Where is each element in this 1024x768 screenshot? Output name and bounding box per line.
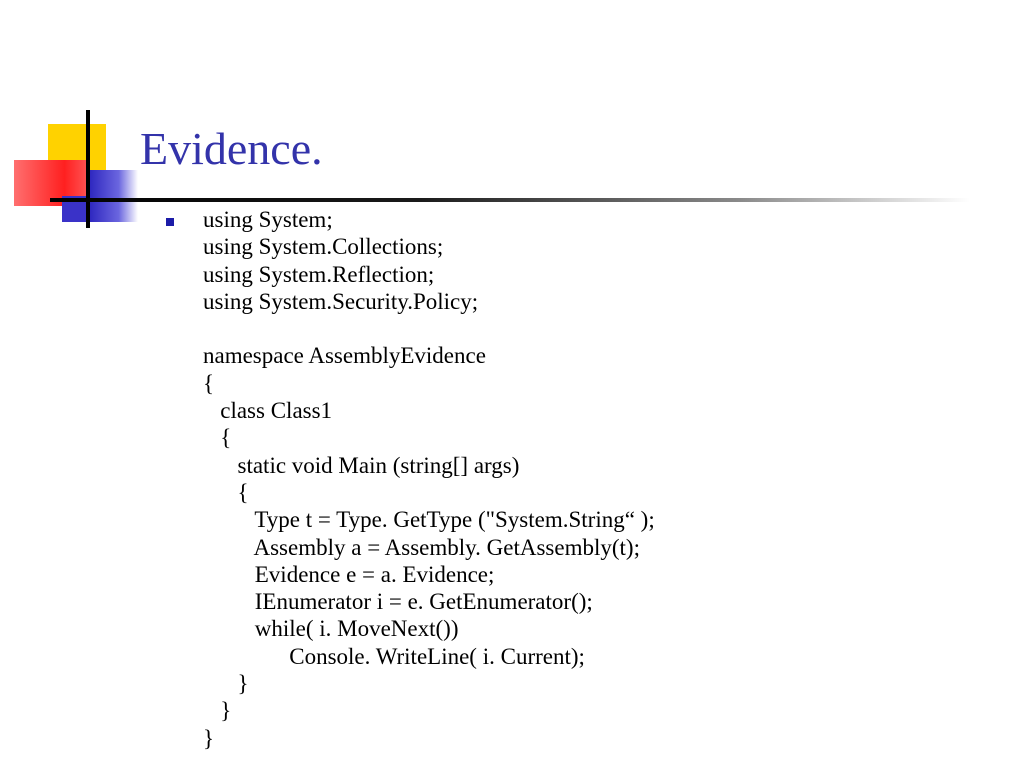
code-line: {	[203, 425, 232, 451]
code-line: class Class1	[203, 398, 333, 424]
code-line: {	[203, 370, 215, 396]
code-line: Type t = Type. GetType ("System.String“ );	[203, 507, 655, 533]
code-line: }	[203, 725, 215, 751]
ornament-blue-gradient	[90, 170, 138, 222]
code-line: }	[203, 698, 232, 724]
code-line: using System.Reflection;	[203, 261, 435, 287]
code-line: namespace AssemblyEvidence	[203, 343, 486, 369]
code-line: static void Main (string[] args)	[203, 452, 520, 478]
code-line: using System.Collections;	[203, 234, 444, 260]
code-line: using System.Security.Policy;	[203, 288, 479, 314]
slide-title: Evidence.	[140, 123, 323, 174]
code-line: while( i. MoveNext())	[203, 616, 459, 642]
code-line: using System;	[203, 207, 333, 232]
corner-ornament	[0, 0, 150, 240]
title-underline	[50, 198, 970, 202]
code-block	[203, 206, 655, 752]
code-line: {	[203, 479, 249, 505]
square-bullet-icon	[166, 218, 174, 226]
code-line: }	[203, 671, 249, 697]
code-line: IEnumerator i = e. GetEnumerator();	[203, 589, 593, 615]
code-line: Console. WriteLine( i. Current);	[203, 643, 585, 669]
ornament-vertical-line	[86, 110, 90, 228]
code-line	[203, 315, 655, 342]
code-line: Assembly a = Assembly. GetAssembly(t);	[203, 534, 640, 560]
code-line: Evidence e = a. Evidence;	[203, 561, 495, 587]
